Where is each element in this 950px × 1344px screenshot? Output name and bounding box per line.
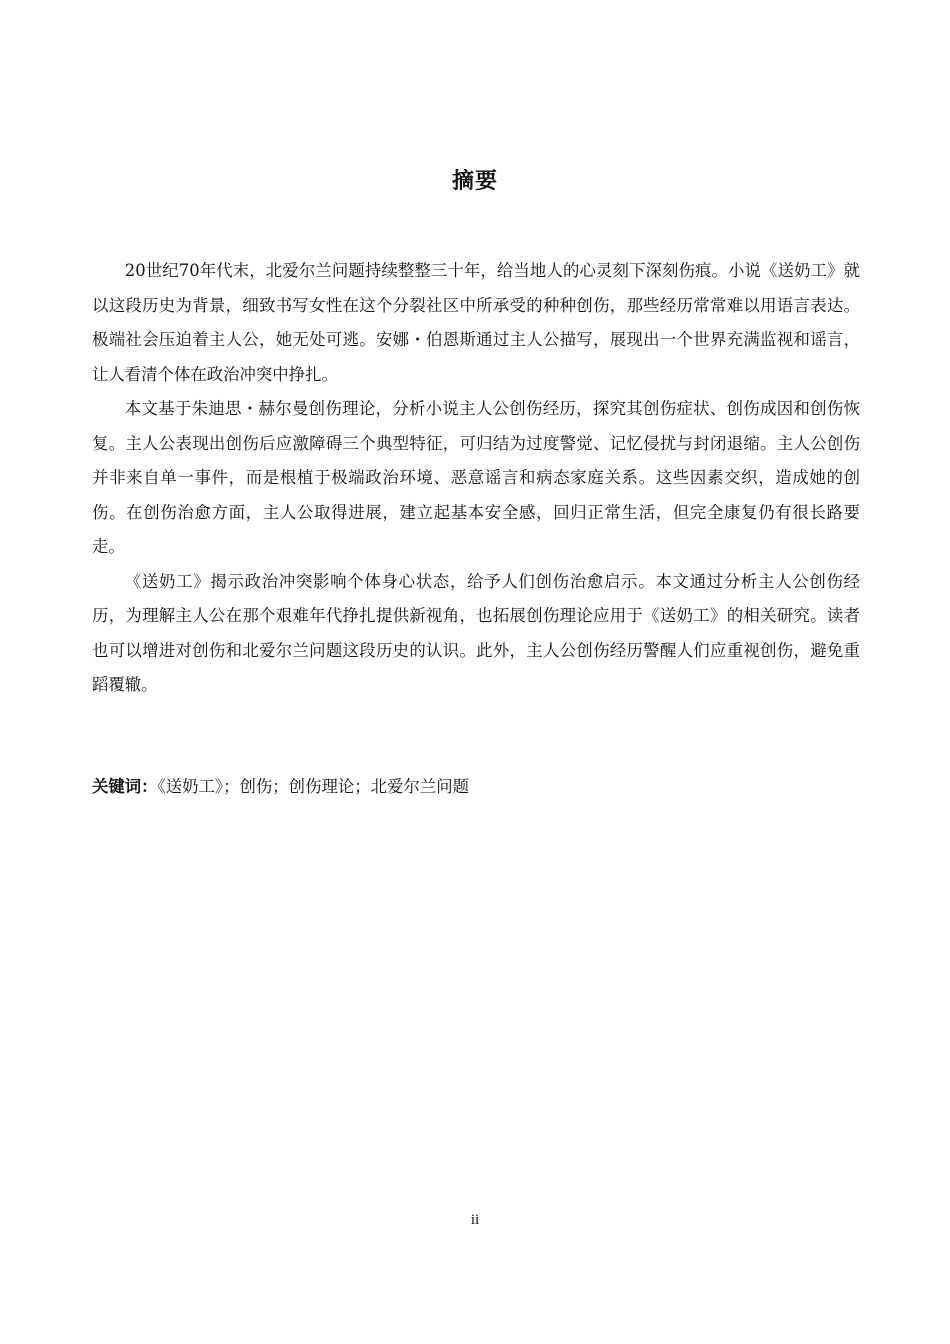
page-number: ii: [470, 1212, 480, 1228]
keywords-line: [92, 772, 860, 802]
keywords-label: 关键词：: [92, 777, 158, 796]
abstract-paragraph-1: 20世纪70年代末，北爱尔兰问题持续整整三十年，给当地人的心灵刻下深刻伤痕。小说《送奶工》就以这段历史为背景，细致书写女性在这个分裂社区中所承受的种种创伤，那些经历常常难以用语言表达。极端社会压迫着主人公，她无处可逃。安娜・伯恩斯通过主人公描写，展现出一个世界充满监视和谣言，让人看清个体在政治冲突中挣扎。: [92, 261, 860, 384]
keywords-text: 《送奶工》；创伤；创伤理论；北爱尔兰问题: [157, 777, 469, 796]
page-title: 摘要: [451, 169, 498, 194]
abstract-paragraph-3: 《送奶工》揭示政治冲突影响个体身心状态，给予人们创伤治愈启示。本文通过分析主人公创伤经历，为理解主人公在那个艰难年代挣扎提供新视角，也拓展创伤理论应用于《送奶工》的相关研究。读者也可以增进对创伤和北爱尔兰问题这段历史的认识。此外，主人公创伤经历警醒人们应重视创伤，避免重蹈覆辙。: [92, 571, 860, 694]
abstract-body: [92, 254, 860, 703]
abstract-paragraph-2: 本文基于朱迪思・赫尔曼创伤理论，分析小说主人公创伤经历，探究其创伤症状、创伤成因和创伤恢复。主人公表现出创伤后应激障碍三个典型特征，可归结为过度警觉、记忆侵扰与封闭退缩。主人公创伤并非来自单一事件，而是根植于极端政治环境、恶意谣言和病态家庭关系。这些因素交织，造成她的创伤。在创伤治愈方面，主人公取得进展，建立起基本安全感，回归正常生活，但完全康复仍有很长路要走。: [92, 399, 860, 556]
